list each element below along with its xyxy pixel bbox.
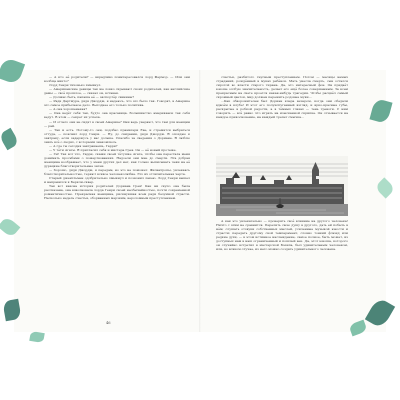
paragraph: — Она ведёт себя так, будто она красавица. Большинство американок так себя ведут. В этом — секрет их успеха. (44, 111, 190, 120)
paragraph: — И отчего они не сидят в своей Америке? Они ведь уверяют, что там для женщин — рай. (44, 119, 190, 128)
paragraph: — Так и есть. Потому-то они, подобно праматери Еве, и стремятся выбраться оттуда, — пояснил лорд Генри. — Ну, до свидания, дядя Джордж. Я опоздаю к завтраку, если задержусь у вас дольше. Спасибо за сведения о Дориане. Я люблю знать всё о людях, с которыми знакомлюсь. (44, 127, 190, 144)
paragraph: — У тёти Агаты. Я пригласил себя и мистера Грея. Он — её новый протеже. (49, 147, 177, 152)
left-page-text (44, 75, 190, 200)
paragraph: ...Как обворожителен был Дориан вчера вечером, когда они обедали вдвоём в клубе! И этот его полуиспуганный взгляд, и ярко-красные губы, раскрытые в робкой радости, а в тёмных глазах — тень тревоги. С ним говорить — всё равно что играть на изысканной скрипке. Он отзывается на каждое прикосновение, на каждый трепет смычка... (216, 99, 348, 120)
paragraph: — Американские девицы так же ловко скрывают своих родителей, как английские дамы — своё прошлое, — сказал он, вставая. (44, 87, 190, 96)
leaf-decoration (29, 331, 45, 343)
paragraph: — А она хорошенькая? (49, 107, 88, 112)
page-number: 46 (106, 321, 111, 325)
paragraph: — Должно быть, папаша её — экспортёр свинины? (49, 95, 135, 100)
paragraph: Старый джентльмен одобрительно хмыкнул и позвонил лакею. Лорд Генри вышел и направился к Беркли-сквер. (44, 176, 190, 185)
paragraph: Лорд Генри тихонько хмыкнул. (49, 83, 102, 88)
right-page-text-top (216, 75, 348, 120)
paragraph: — А кто её родители? — вкрадчиво поинтересовался лорд Фермор. — Или они вообще никто? (44, 75, 190, 84)
paragraph: — Ради Дартмура, дядя Джордж, я надеюсь, что это было так. Говорят, в Америке это самое прибыльное дело. Выгоднее его только политика. (44, 99, 190, 108)
paragraph: Так вот какова история родителей Дориана Грея! Как ни скупо она была рассказана, она взволновала лорда Генри своей необычайностью, почти современной романтичностью. Прекрасная женщина, рискнувшая всем ради безумной страсти. Несколько недель счастья, оборванных мерзким, вероломным преступлением. (44, 184, 190, 201)
paragraph: — Гм! Так вот что, Гарри, скажи своей тётушке Агате, чтобы она перестала меня донимать просьбами о пожертвованиях. Надоели они мне до смерти. Эта добрая женщина воображает, что у меня других дел нет, как только выписывать чеки на её дурацкие благотворительные затеи. (44, 151, 190, 169)
paragraph: А как это увлекательно — проверять своё влияние на другого человека! Ничто с этим не сравнится. Перелить свою душу в другого, дать ей побыть в нём; слушать отзвуки собственных мыслей, усиленные музыкой юности и страсти; передать другому свой темперамент, словно тонкий флюид или редкие духи, — в этом истинное наслаждение, самое полное, быть может, из доступных нам в наш ограниченный и пошлый век. Да, этот юноша, которого он случайно встретил в мастерской Бэзила, был удивительным человеком, или, во всяком случае, из него можно создать удивительного человека. (216, 219, 348, 252)
paragraph: — Хорошо, дядя Джордж, я передам, но это не поможет. Филантропы, увлекаясь благотворительностью, теряют всякое человеколюбие. Это их отличительная черта. (44, 168, 190, 177)
right-page (200, 70, 386, 332)
right-page-text-bottom (216, 219, 348, 251)
left-page (14, 70, 200, 332)
book-spread (14, 70, 386, 332)
paragraph: счастья, разбитого гнусным преступлением. Потом — месяцы немых страданий, рождённый в муках ребёнок. Мать унесла смерть, сын остался сиротой во власти старого тирана. Да, это интересный фон. Он придаёт юноше особую значительность, делает его ещё более совершенным. За всем прекрасным на свете кроется какая-нибудь трагедия. Чтобы расцвёл самый скромный цветок, мир должен пережить родовые муки... (216, 75, 348, 100)
palace-engraving-illustration (216, 156, 348, 216)
paragraph: — А где ты сегодня завтракаешь, Гарри? (49, 143, 118, 148)
